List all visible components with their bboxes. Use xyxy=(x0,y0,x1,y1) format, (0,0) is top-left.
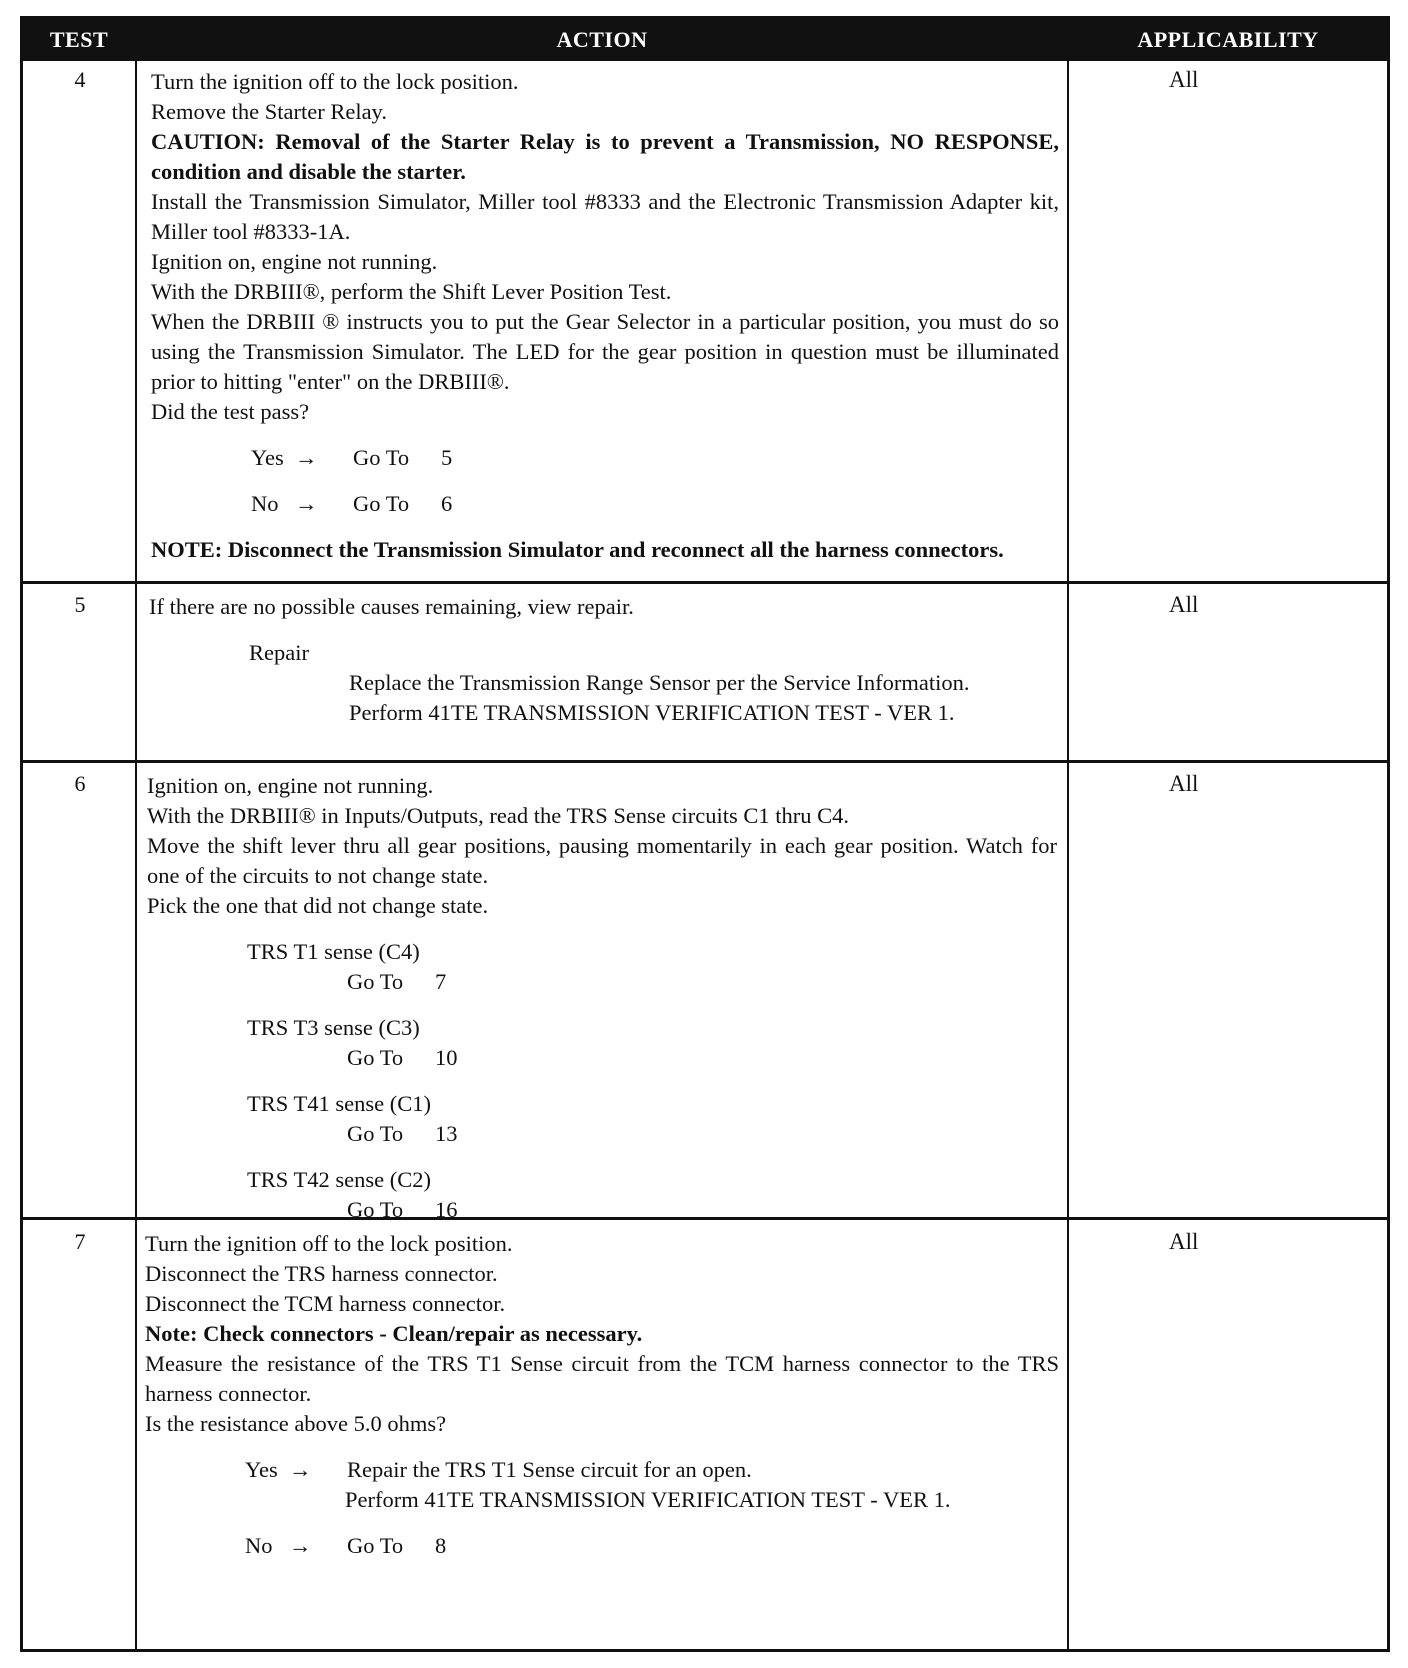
repair-text: Perform 41TE TRANSMISSION VERIFICATION TEST - VER 1. xyxy=(349,700,955,725)
test-number: 6 xyxy=(74,771,86,796)
question-text: Did the test pass? xyxy=(151,399,310,424)
goto-target: 5 xyxy=(441,445,453,470)
row-divider xyxy=(23,760,1387,763)
option-label: TRS T1 sense (C4) xyxy=(247,939,420,964)
repair-text: Replace the Transmission Range Sensor per the Service Information. xyxy=(349,670,970,695)
step-text: If there are no possible causes remaining, view repair. xyxy=(149,594,634,619)
test-4-action xyxy=(151,67,1059,565)
step-text: Turn the ignition off to the lock position. xyxy=(151,69,519,94)
applicability-value: All xyxy=(1169,1229,1199,1254)
step-text: Disconnect the TRS harness connector. xyxy=(145,1261,498,1286)
branch-text: Repair the TRS T1 Sense circuit for an open. xyxy=(347,1457,752,1482)
step-text: Move the shift lever thru all gear positions, pausing momentarily in each gear position. Watch for one of the circuits to not change state. xyxy=(147,833,1057,888)
applicability-value: All xyxy=(1169,67,1199,92)
test-6-action xyxy=(147,771,1057,1225)
row-divider xyxy=(23,581,1387,584)
option-label: TRS T41 sense (C1) xyxy=(247,1091,431,1116)
note-text: NOTE: Disconnect the Transmission Simulator and reconnect all the harness connectors. xyxy=(151,537,1004,562)
question-text: Is the resistance above 5.0 ohms? xyxy=(145,1411,447,1436)
step-text: Install the Transmission Simulator, Miller tool #8333 and the Electronic Transmission Adapter kit, Miller tool #8333-1A. xyxy=(151,189,1059,244)
test-number: 5 xyxy=(74,592,86,617)
arrow-right-icon: → xyxy=(295,491,318,516)
goto-target: 8 xyxy=(435,1533,447,1558)
step-text: Disconnect the TCM harness connector. xyxy=(145,1291,506,1316)
goto-target: 16 xyxy=(435,1197,458,1222)
step-text: Measure the resistance of the TRS T1 Sense circuit from the TCM harness connector to the TRS harness connector. xyxy=(145,1351,1059,1406)
question-text: Pick the one that did not change state. xyxy=(147,893,489,918)
goto-target: 13 xyxy=(435,1121,458,1146)
test-7-action xyxy=(145,1229,1059,1561)
table-header xyxy=(23,19,1387,61)
step-text: Remove the Starter Relay. xyxy=(151,99,387,124)
arrow-right-icon: → xyxy=(289,1457,312,1482)
option-goto: Go To 7 xyxy=(347,969,447,994)
applicability-value: All xyxy=(1169,592,1199,617)
yes-branch: Yes → Repair the TRS T1 Sense circuit for an open. xyxy=(145,1455,1059,1485)
step-text: Ignition on, engine not running. xyxy=(147,773,434,798)
step-text: With the DRBIII® in Inputs/Outputs, read the TRS Sense circuits C1 thru C4. xyxy=(147,803,849,828)
option-goto: Go To 10 xyxy=(347,1045,458,1070)
option-goto: Go To 16 xyxy=(347,1197,458,1222)
column-divider xyxy=(135,61,137,1649)
test-5-action xyxy=(149,592,1057,728)
caution-text: CAUTION: Removal of the Starter Relay is to prevent a Transmission, NO RESPONSE, condition and disable the starter. xyxy=(151,129,1059,184)
header-test: TEST xyxy=(49,27,109,52)
option-goto: Go To 13 xyxy=(347,1121,458,1146)
arrow-right-icon: → xyxy=(295,445,318,470)
no-branch: No → Go To 8 xyxy=(145,1531,1059,1561)
test-number: 4 xyxy=(74,67,86,92)
step-text: Turn the ignition off to the lock position. xyxy=(145,1231,513,1256)
goto-target: 10 xyxy=(435,1045,458,1070)
goto-target: 6 xyxy=(441,491,453,516)
step-text: With the DRBIII®, perform the Shift Lever Position Test. xyxy=(151,279,672,304)
note-text: Note: Check connectors - Clean/repair as necessary. xyxy=(145,1321,643,1346)
test-number: 7 xyxy=(74,1229,86,1254)
goto-target: 7 xyxy=(435,969,447,994)
procedure-table xyxy=(20,16,1390,1652)
yes-branch: Yes → Go To 5 xyxy=(151,443,1059,473)
arrow-right-icon: → xyxy=(289,1533,312,1558)
step-text: When the DRBIII ® instructs you to put the Gear Selector in a particular position, you must do so using the Transmission Simulator. The LED for the gear position in question must be illuminated prior to hitting "enter" on the DRBIII®. xyxy=(151,309,1059,394)
applicability-value: All xyxy=(1169,771,1199,796)
header-applicability: APPLICABILITY xyxy=(1137,27,1319,52)
branch-text: Perform 41TE TRANSMISSION VERIFICATION TEST - VER 1. xyxy=(345,1487,951,1512)
header-action: ACTION xyxy=(556,27,648,52)
no-branch: No → Go To 6 xyxy=(151,489,1059,519)
option-label: TRS T42 sense (C2) xyxy=(247,1167,431,1192)
option-label: TRS T3 sense (C3) xyxy=(247,1015,420,1040)
column-divider xyxy=(1067,61,1069,1649)
repair-label: Repair xyxy=(249,640,309,665)
step-text: Ignition on, engine not running. xyxy=(151,249,438,274)
